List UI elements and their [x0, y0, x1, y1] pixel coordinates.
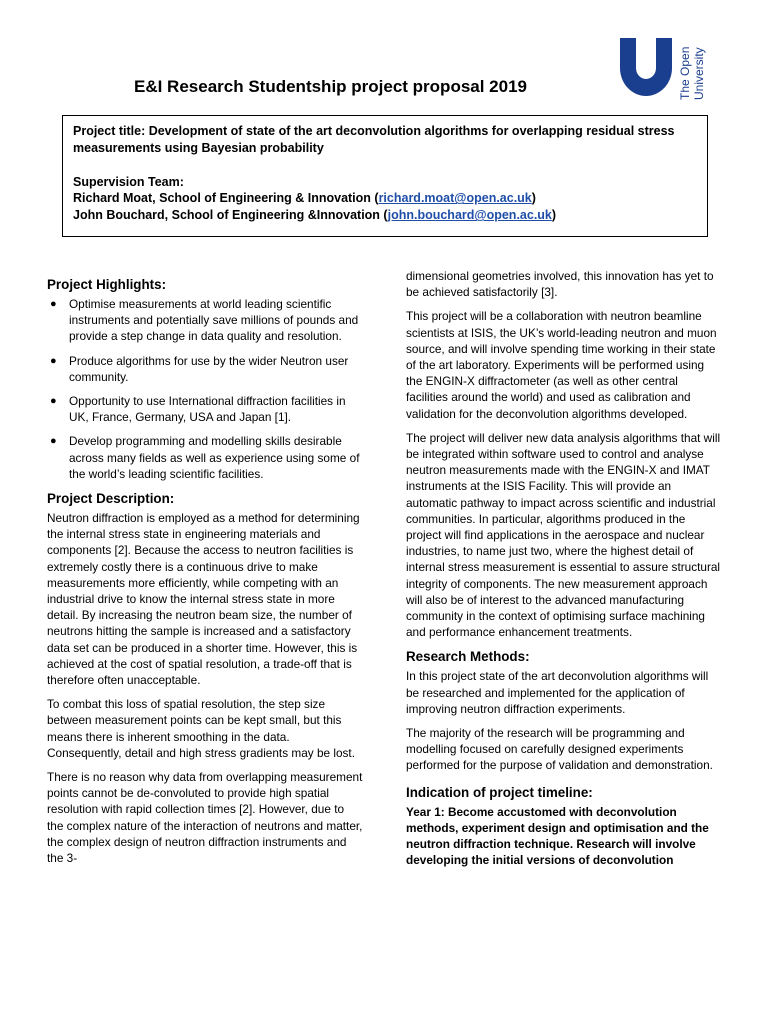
open-university-logo	[620, 38, 708, 100]
highlight-text: Produce algorithms for use by the wider Neutron user community.	[69, 353, 349, 384]
highlights-heading: Project Highlights:	[47, 277, 167, 292]
methods-paragraph-1: In this project state of the art deconvolution algorithms will be researched and implemented for the application of improving neutron diffraction experiments.	[406, 669, 709, 716]
highlight-text: Optimise measurements at world leading scientific instruments and potentially save millions of pounds and provide a step change in data quality and resolution.	[69, 297, 359, 344]
document-title: E&I Research Studentship project proposal 2019	[134, 77, 528, 96]
highlight-item	[47, 353, 363, 385]
right-column	[406, 268, 722, 877]
supervisor-2-text: John Bouchard, School of Engineering &Innovation (	[73, 208, 388, 223]
supervisor-2-email-link[interactable]: john.bouchard@open.ac.uk	[387, 208, 552, 223]
project-info-box	[62, 115, 708, 237]
bullet-icon: ●	[50, 298, 57, 310]
highlight-text: Develop programming and modelling skills desirable across many fields as well as experience using some of the world’s leading scientific facilities.	[69, 434, 360, 481]
bullet-icon: ●	[50, 354, 57, 367]
description-paragraph-3-start: There is no reason why data from overlapping measurement points cannot be de-convoluted to provide high spatial resolution with rapid collection times [2]. However, due to the complex nature of the interaction of neutrons and matter, the complex design of neutron diffraction instruments and the 3-	[47, 770, 363, 866]
bullet-icon: ●	[50, 435, 57, 448]
highlight-text: Opportunity to use International diffraction facilities in UK, France, Germany, USA and Japan [1].	[69, 394, 346, 425]
wordmark-line-1: The Open	[678, 46, 692, 100]
description-paragraph-2: To combat this loss of spatial resolution, the step size between measurement points can be kept small, but this means there is inherent smoothing in the data. Consequently, detail and high stress gradients may be lost.	[47, 697, 355, 760]
supervisor-2	[73, 207, 697, 224]
description-paragraph-5: The project will deliver new data analysis algorithms that will be integrated within software used to control and analyse neutron measurements made with the ENGIN-X and IMAT instruments at the ISIS Facility. This will provide an automatic pathway to impact across scientific and industrial communities. In particular, algorithms produced in the project will find applications in the aerospace and nuclear industries, to name just two, where the highest detail of internal stress measurement is essential to assure structural integrity of components. The new measurement approach will also be of interest to the advanced manufacturing community in the context of optimising surface machining and performance enhancement treatments.	[406, 430, 721, 640]
open-university-wordmark	[676, 38, 708, 100]
left-column	[47, 268, 363, 874]
bullet-icon: ●	[50, 395, 57, 408]
project-title: Project title: Development of state of the art deconvolution algorithms for overlapping residual stress measurements using Bayesian probability	[73, 124, 675, 155]
supervisor-1-suffix: )	[531, 191, 536, 206]
wordmark-line-2: University	[692, 47, 706, 100]
supervisor-2-suffix: )	[551, 208, 557, 223]
description-heading: Project Description:	[47, 491, 175, 507]
description-paragraph-4: This project will be a collaboration with neutron beamline scientists at ISIS, the UK’s world-leading neutron and muon source, and will involve spending time working in their state of the art laboratory. Experiments will be performed using the ENGIN-X diffractometer (as well as other central facilities around the world) and used as calibration and validation for the deconvolution algorithms developed.	[406, 309, 717, 421]
supervision-team-heading: Supervision Team:	[73, 174, 184, 189]
highlight-item	[47, 433, 363, 482]
methods-paragraph-2: The majority of the research will be programming and modelling focused on carefully designed experiments performed for the purpose of validation and demonstration.	[406, 726, 713, 773]
methods-heading: Research Methods:	[406, 649, 530, 665]
description-paragraph-3-end: dimensional geometries involved, this innovation has yet to be achieved satisfactorily [3].	[406, 269, 714, 300]
description-paragraph-1: Neutron diffraction is employed as a method for determining the internal stress state in engineering materials and components [2]. Because the access to neutron facilities is extremely costly there is a continuous drive to make measurements more efficiently, while competing with an industrial drive to know the internal stress state in more detail. By increasing the neutron beam size, the number of neutrons hitting the sample is increased and a satisfactory data set can be produced in a shorter time. However, this is achieved at the cost of spatial resolution, a trade-off that is therefore often unacceptable.	[47, 511, 360, 688]
highlight-item	[47, 296, 363, 345]
timeline-year-1: Year 1: Become accustomed with deconvolution methods, experiment design and optimisation and the neutron diffraction technique. Research will involve developing the initial versions of deconvolution	[406, 804, 709, 868]
supervisor-1-text: Richard Moat, School of Engineering & Innovation (	[73, 191, 379, 206]
open-university-shield-icon	[620, 38, 672, 98]
timeline-heading: Indication of project timeline:	[406, 784, 593, 800]
supervisor-1-email-link[interactable]: richard.moat@open.ac.uk	[378, 191, 532, 206]
highlights-list	[47, 296, 363, 482]
supervisor-1	[73, 190, 697, 207]
highlight-item	[47, 393, 363, 425]
